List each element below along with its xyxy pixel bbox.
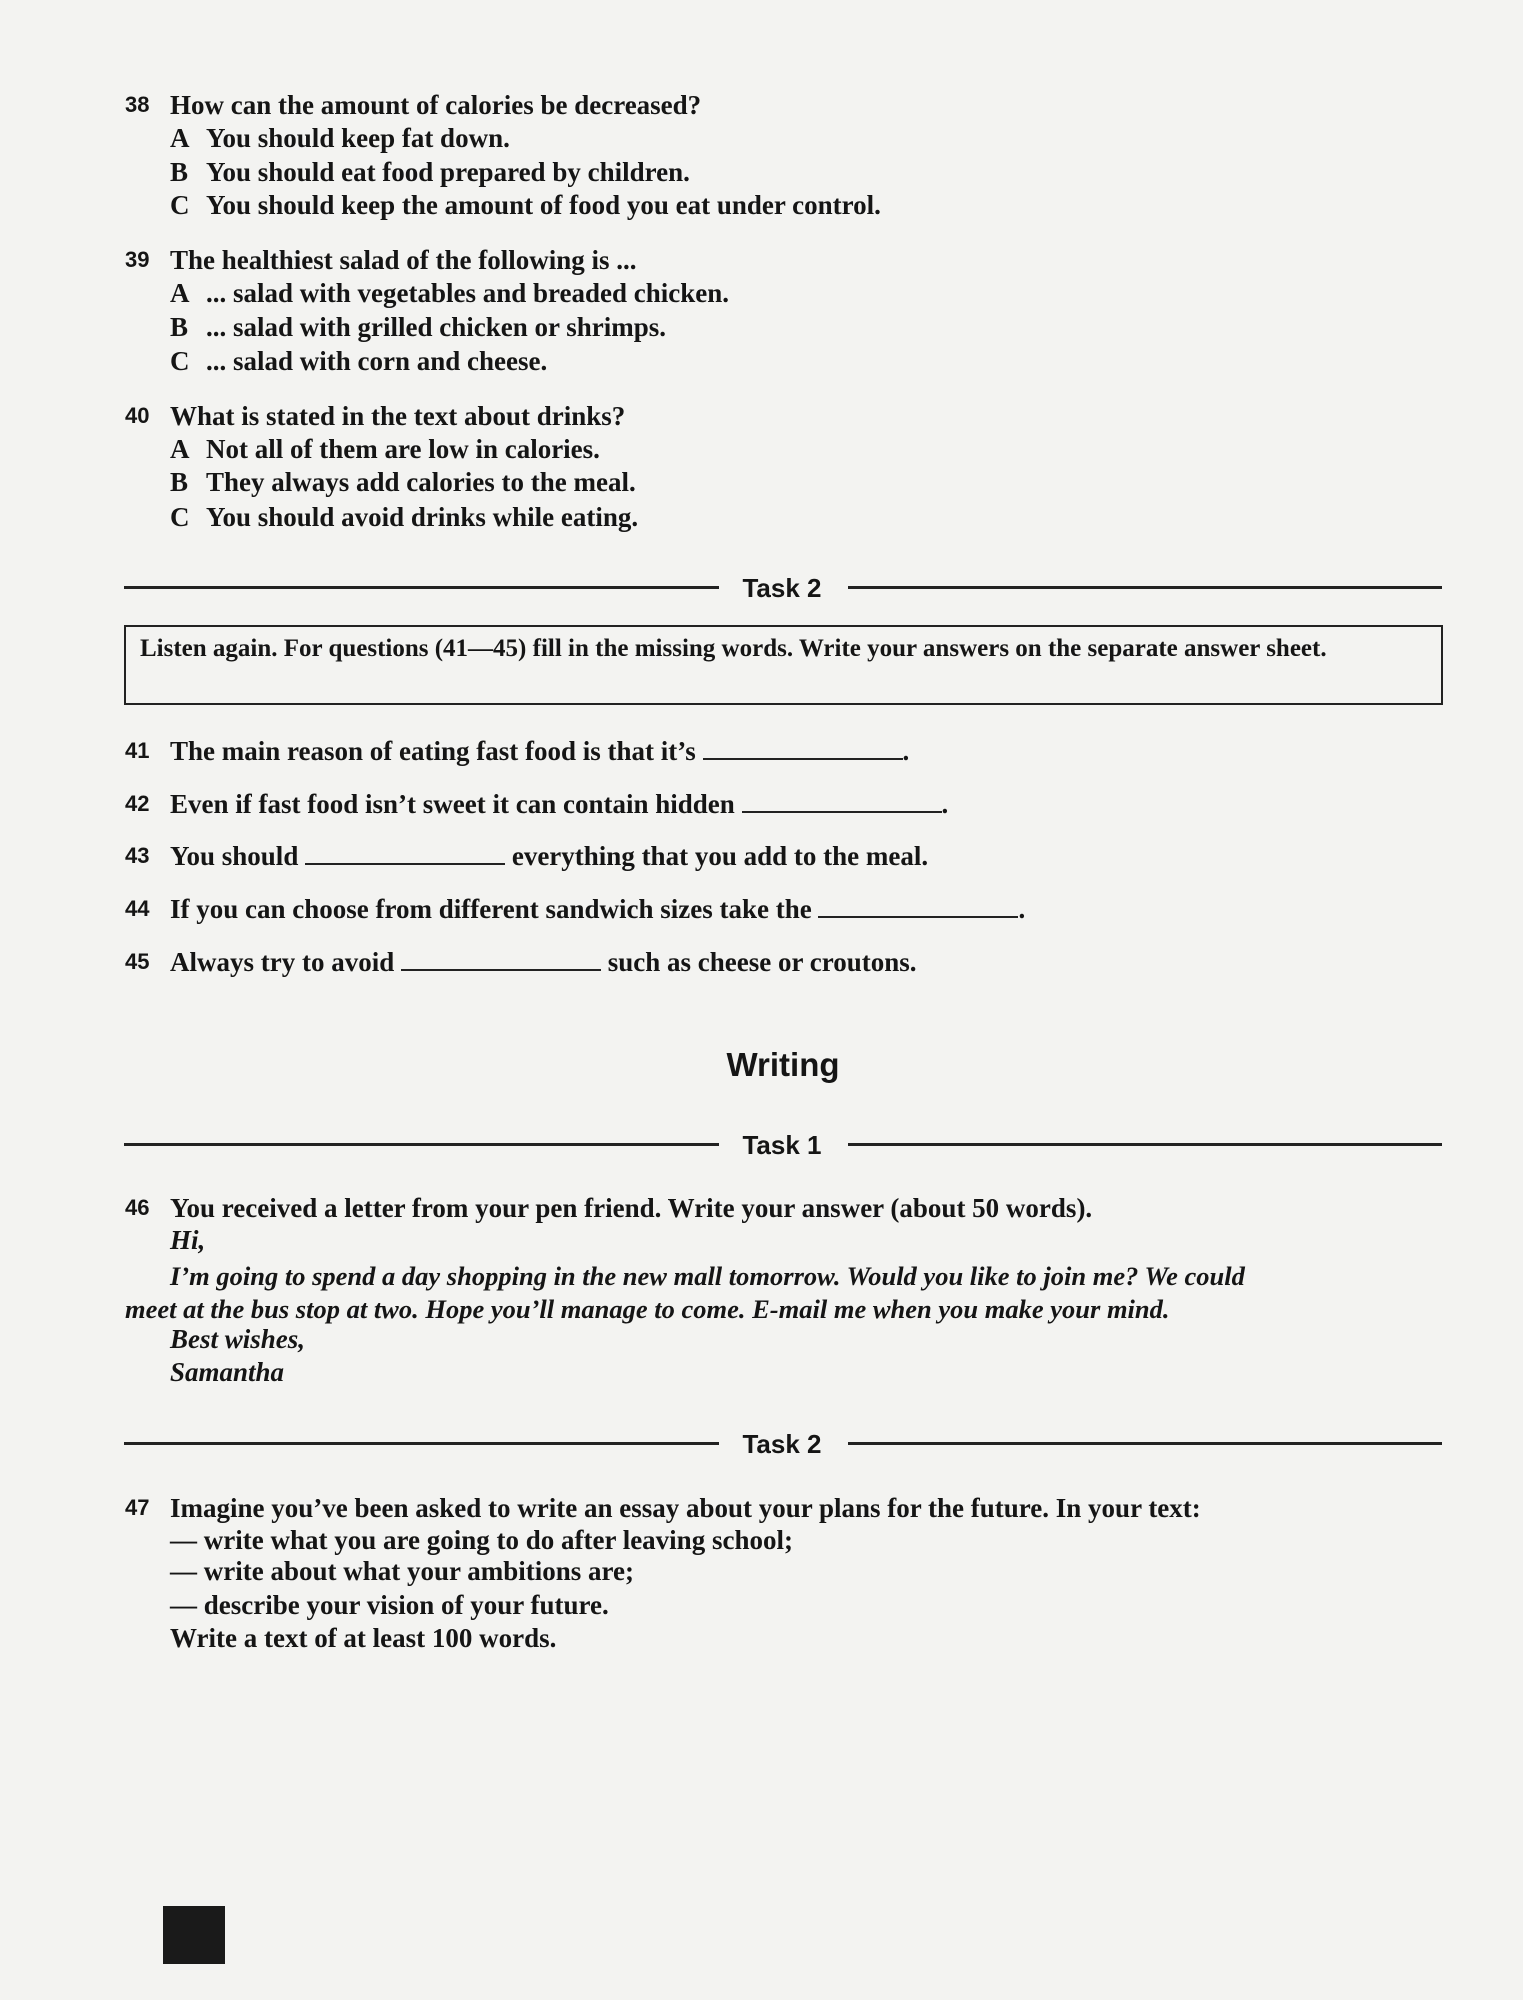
divider (124, 586, 719, 589)
fill-in-question: Always try to avoid such as cheese or croutons. (170, 947, 917, 977)
divider (124, 1442, 719, 1445)
writing-prompt: Imagine you’ve been asked to write an essay about your plans for the future. In your text: (170, 1493, 1201, 1523)
letter-greeting: Hi, (170, 1225, 206, 1255)
letter-closing: Best wishes, (170, 1324, 306, 1354)
essay-requirement: Write a text of at least 100 words. (170, 1623, 557, 1653)
answer-blank (818, 894, 1018, 918)
option-a: A You should keep fat down. (170, 123, 510, 153)
fill-in-question: If you can choose from different sandwich sizes take the . (170, 894, 1026, 924)
question-text: What is stated in the text about drinks? (170, 401, 626, 431)
question-number: 44 (125, 896, 150, 921)
question-number: 46 (125, 1195, 150, 1220)
question-number: 38 (125, 92, 150, 117)
answer-blank (401, 947, 601, 971)
instruction-text: Listen again. For questions (41—45) fill in the missing words. Write your answers on the separate answer sheet. (140, 635, 1327, 662)
fill-in-question: Even if fast food isn’t sweet it can contain hidden . (170, 789, 949, 819)
section-heading: Writing (726, 1046, 840, 1083)
task-title: Task 2 (742, 1429, 822, 1459)
option-c: C You should keep the amount of food you eat under control. (170, 190, 881, 220)
task-title: Task 2 (742, 573, 822, 603)
option-a: A Not all of them are low in calories. (170, 434, 600, 464)
divider (848, 586, 1442, 589)
question-number: 47 (125, 1495, 150, 1520)
question-number: 41 (125, 738, 150, 763)
essay-point: — write about what your ambitions are; (170, 1556, 634, 1586)
letter-body: I’m going to spend a day shopping in the new mall tomorrow. Would you like to join me? We could (170, 1261, 1245, 1291)
option-b: B You should eat food prepared by children. (170, 157, 690, 187)
option-b: B They always add calories to the meal. (170, 467, 636, 497)
question-number: 40 (125, 403, 150, 428)
option-a: A ... salad with vegetables and breaded chicken. (170, 278, 730, 308)
essay-point: — write what you are going to do after leaving school; (170, 1525, 793, 1555)
question-text: How can the amount of calories be decreased? (170, 90, 702, 120)
fill-in-question: The main reason of eating fast food is that it’s . (170, 736, 910, 766)
divider (848, 1442, 1442, 1445)
answer-blank (305, 841, 505, 865)
option-b: B ... salad with grilled chicken or shrimps. (170, 312, 667, 342)
task-title: Task 1 (742, 1130, 822, 1160)
question-number: 43 (125, 843, 150, 868)
answer-blank (742, 789, 942, 813)
answer-blank (703, 736, 903, 760)
divider (124, 1143, 719, 1146)
instruction-box (124, 625, 1443, 705)
letter-body: meet at the bus stop at two. Hope you’ll manage to come. E-mail me when you make your mind. (125, 1294, 1170, 1324)
question-number: 45 (125, 949, 150, 974)
option-c: C You should avoid drinks while eating. (170, 502, 639, 532)
letter-signature: Samantha (170, 1357, 285, 1387)
fill-in-question: You should everything that you add to the meal. (170, 841, 929, 871)
divider (848, 1143, 1442, 1146)
writing-prompt: You received a letter from your pen friend. Write your answer (about 50 words). (170, 1193, 1093, 1223)
page-marker (163, 1906, 225, 1964)
option-c: C ... salad with corn and cheese. (170, 346, 548, 376)
question-number: 39 (125, 247, 150, 272)
question-number: 42 (125, 791, 150, 816)
question-text: The healthiest salad of the following is ... (170, 245, 637, 275)
essay-point: — describe your vision of your future. (170, 1590, 609, 1620)
